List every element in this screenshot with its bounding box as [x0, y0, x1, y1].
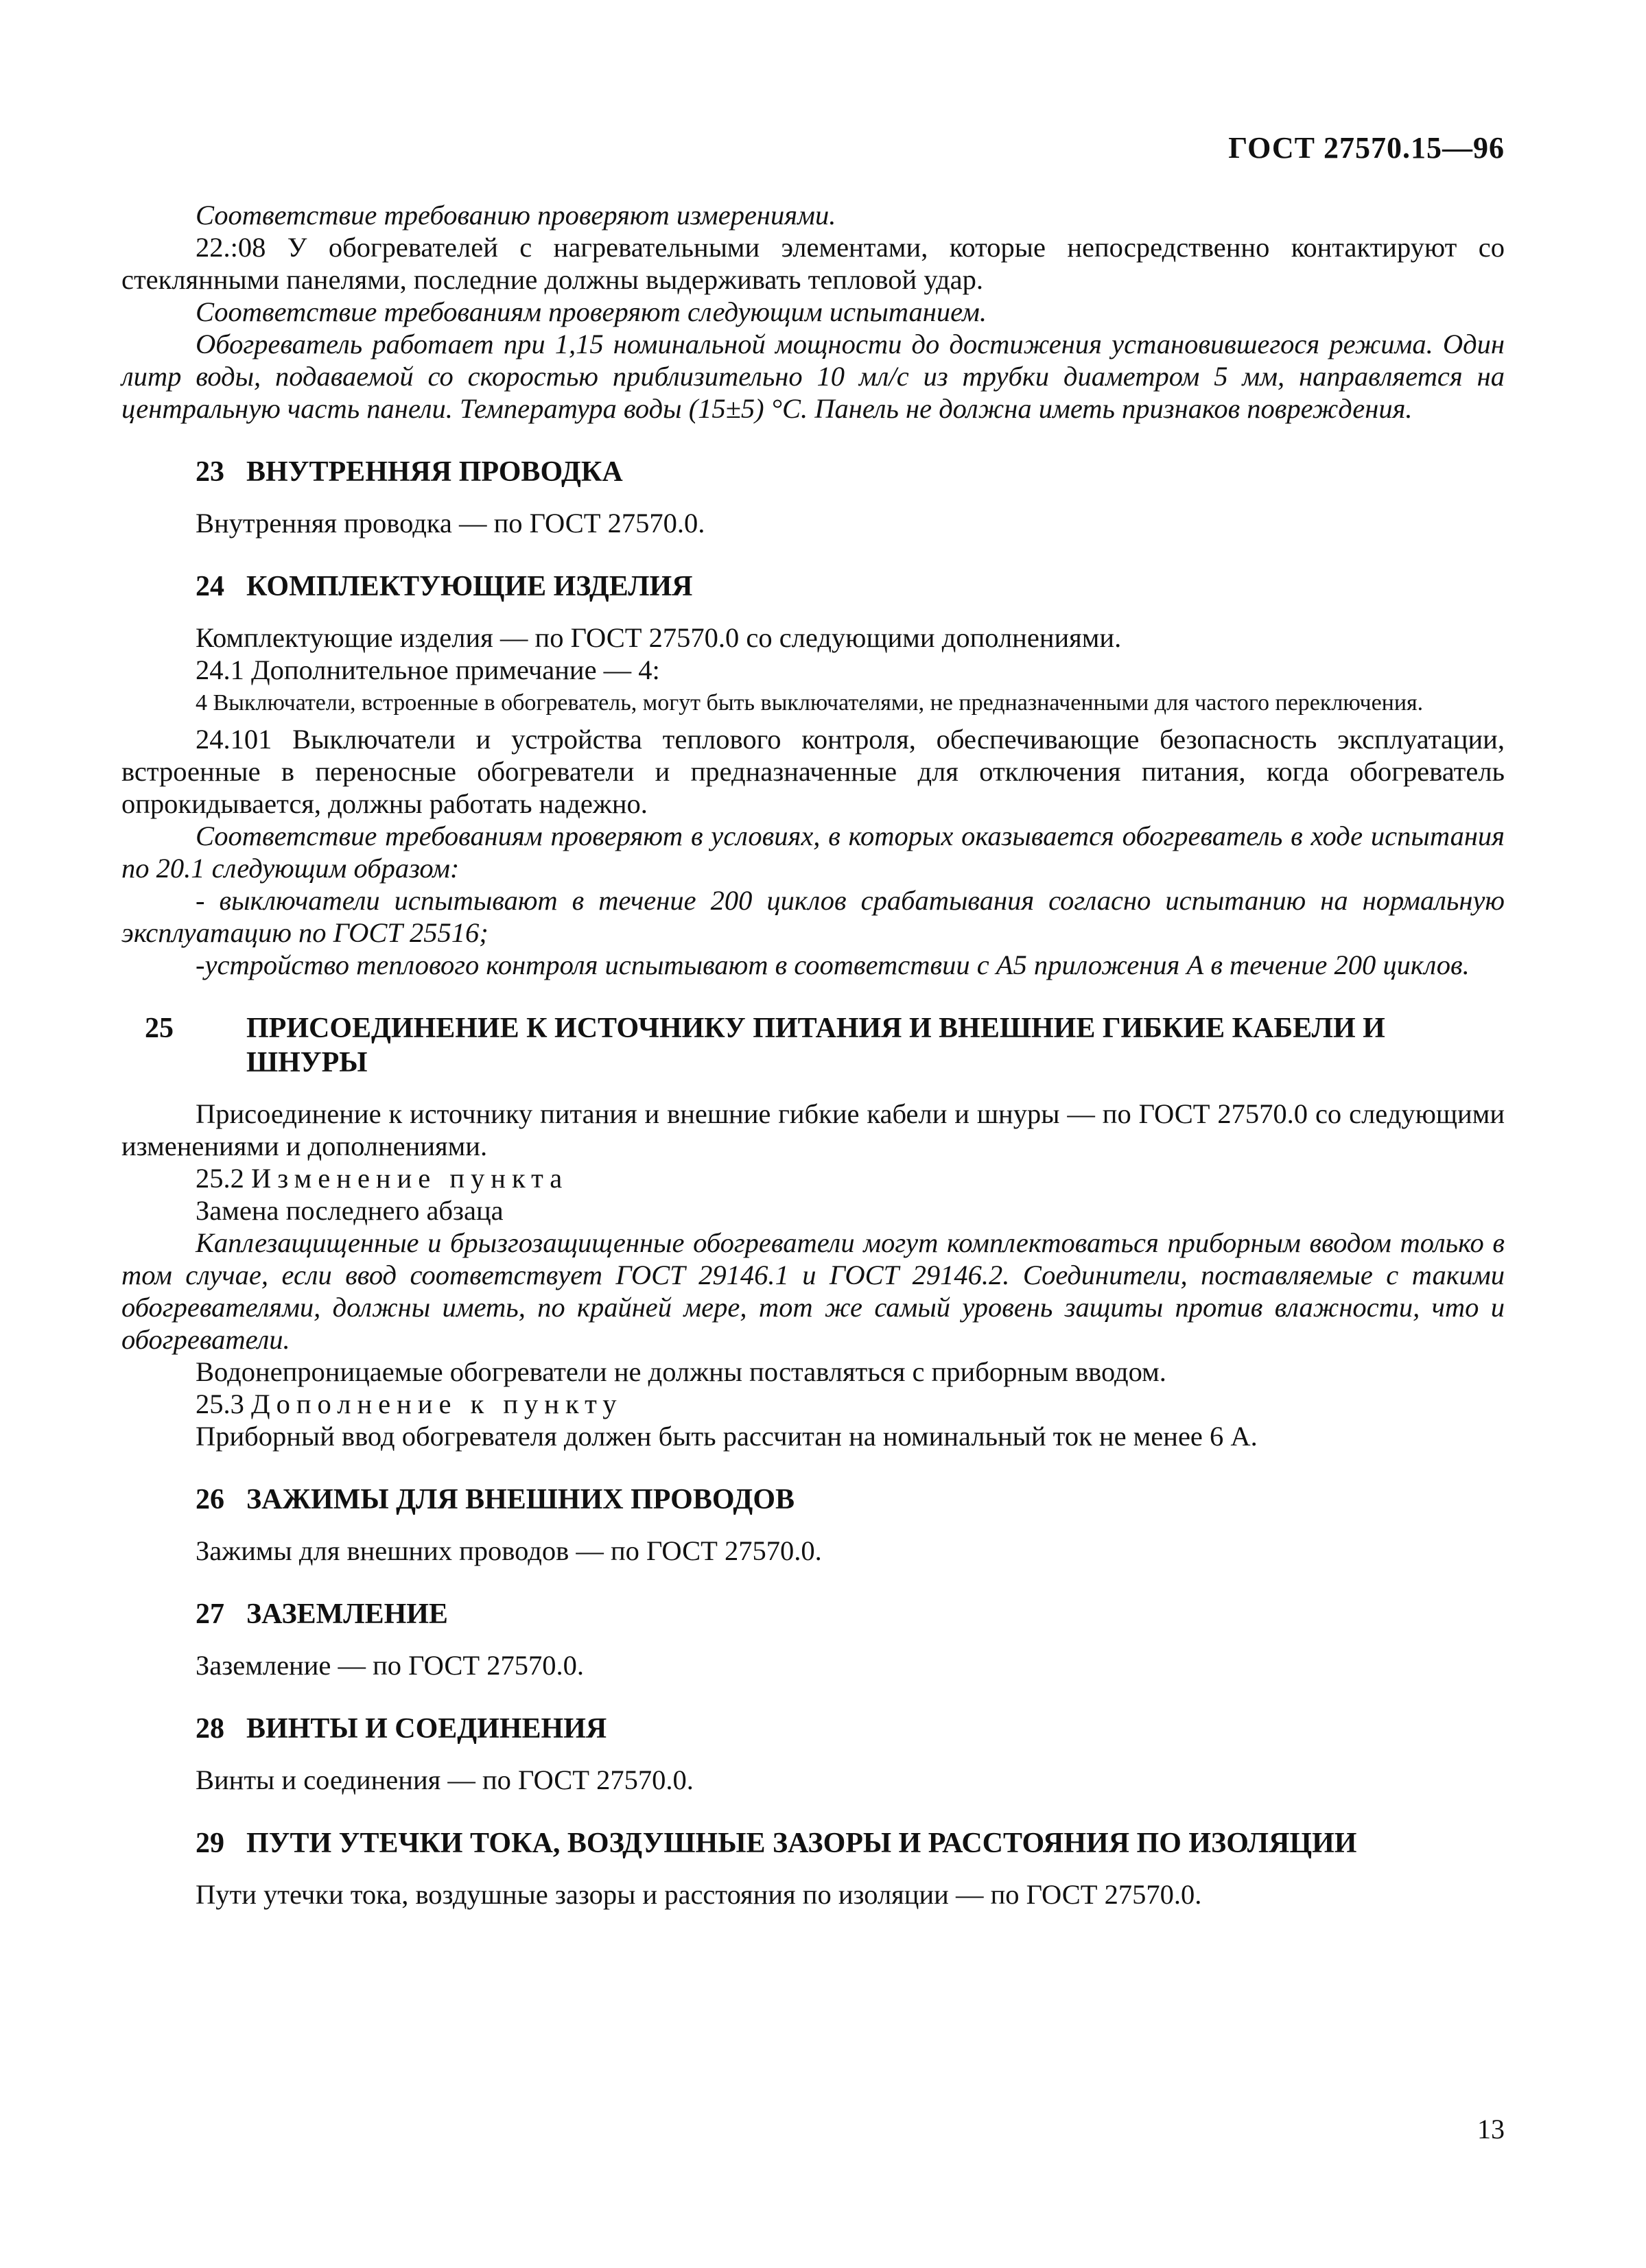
section-heading-29: [121, 1826, 1505, 1861]
section-number: 24: [196, 571, 224, 602]
section-number: 28: [196, 1713, 224, 1745]
paragraph: Водонепроницаемые обогреватели не должны поставляться с приборным вводом.: [196, 1356, 1166, 1387]
section-number: 29: [196, 1828, 224, 1859]
page-number: 13: [1477, 2114, 1505, 2145]
section-heading-23: [121, 455, 1505, 489]
paragraph: Присоединение к источнику питания и внешние гибкие кабели и шнуры — по ГОСТ 27570.0 со следующими изменениями и дополнениями.: [121, 1098, 1505, 1161]
section-heading-24: [121, 569, 1505, 604]
section-title: ВНУТРЕННЯЯ ПРОВОДКА: [246, 456, 623, 488]
section-title: ПУТИ УТЕЧКИ ТОКА, ВОЗДУШНЫЕ ЗАЗОРЫ И РАССТОЯНИЯ ПО ИЗОЛЯЦИИ: [246, 1828, 1357, 1859]
paragraph: Соответствие требованию проверяют измерениями.: [196, 200, 836, 231]
test-description: Обогреватель работает при 1,15 номинальной мощности до достижения установившегося режима. Один литр воды, подаваемой со скоростью приблизительно 10 мл/с из трубки диаметром 5 мм, направляется на центральную часть панели. Температура воды (15±5) °С. Панель не должна иметь признаков повреждения.: [121, 329, 1505, 424]
clause-25-2: [121, 1162, 1505, 1194]
clause-number: 25.2: [196, 1163, 244, 1194]
section-title: ЗАЗЕМЛЕНИЕ: [246, 1598, 448, 1630]
section-number: 26: [196, 1484, 224, 1515]
paragraph: Приборный ввод обогревателя должен быть рассчитан на номинальный ток не менее 6 А.: [196, 1421, 1258, 1452]
section-title: КОМПЛЕКТУЮЩИЕ ИЗДЕЛИЯ: [246, 571, 693, 602]
note-4: 4 Выключатели, встроенные в обогреватель, могут быть выключателями, не предназначенными для частого переключения.: [196, 690, 1424, 716]
paragraph: 24.1 Дополнительное примечание — 4:: [196, 654, 660, 685]
clause-number: 25.3: [196, 1389, 244, 1419]
section-title: ПРИСОЕДИНЕНИЕ К ИСТОЧНИКУ ПИТАНИЯ И ВНЕШНИЕ ГИБКИЕ КАБЕЛИ И ШНУРЫ: [246, 1013, 1385, 1078]
paragraph: Внутренняя проводка — по ГОСТ 27570.0.: [196, 508, 705, 539]
paragraph: Винты и соединения — по ГОСТ 27570.0.: [196, 1764, 694, 1795]
paragraph: Заземление — по ГОСТ 27570.0.: [196, 1650, 584, 1681]
clause-24-101: 24.101 Выключатели и устройства теплового контроля, обеспечивающие безопасность эксплуатации, встроенные в переносные обогреватели и предназначенные для отключения питания, когда обогреватель опрокидывается, должны работать надежно.: [121, 724, 1505, 819]
paragraph: Замена последнего абзаца: [196, 1195, 504, 1226]
section-number: 25: [145, 1013, 174, 1044]
paragraph: Соответствие требованиям проверяют следующим испытанием.: [196, 296, 987, 327]
section-number: 27: [196, 1598, 224, 1630]
section-heading-26: [121, 1483, 1505, 1517]
clause-22-108: 22.:08 У обогревателей с нагревательными элементами, которые непосредственно контактируют со стеклянными панелями, последние должны выдерживать тепловой удар.: [121, 232, 1505, 295]
paragraph: Соответствие требованиям проверяют в условиях, в которых оказывается обогреватель в ходе испытания по 20.1 следующим образом:: [121, 820, 1505, 884]
clause-label: Дополнение к пункту: [251, 1389, 623, 1419]
section-number: 23: [196, 456, 224, 488]
paragraph: Комплектующие изделия — по ГОСТ 27570.0 со следующими дополнениями.: [196, 622, 1122, 653]
list-item: -устройство теплового контроля испытывают в соответствии с А5 приложения А в течение 200 циклов.: [196, 949, 1470, 980]
clause-25-3: [121, 1388, 1505, 1420]
clause-label: Изменение пункта: [251, 1163, 569, 1194]
document-code-header: ГОСТ 27570.15—96: [1228, 131, 1505, 165]
document-body: [121, 199, 1505, 1911]
paragraph: Зажимы для внешних проводов — по ГОСТ 27570.0.: [196, 1535, 822, 1566]
section-heading-25: [121, 1011, 1505, 1080]
paragraph: Пути утечки тока, воздушные зазоры и расстояния по изоляции — по ГОСТ 27570.0.: [196, 1879, 1202, 1910]
section-title: ВИНТЫ И СОЕДИНЕНИЯ: [246, 1713, 607, 1745]
section-heading-27: [121, 1597, 1505, 1631]
section-heading-28: [121, 1712, 1505, 1746]
list-item: - выключатели испытывают в течение 200 циклов срабатывания согласно испытанию на нормальную эксплуатацию по ГОСТ 25516;: [121, 885, 1505, 948]
section-title: ЗАЖИМЫ ДЛЯ ВНЕШНИХ ПРОВОДОВ: [246, 1484, 795, 1515]
paragraph: Каплезащищенные и брызгозащищенные обогреватели могут комплектоваться приборным вводом только в том случае, если ввод соответствует ГОСТ 29146.1 и ГОСТ 29146.2. Соединители, поставляемые с такими обогревателями, должны иметь, по крайней мере, тот же самый уровень защиты против влажности, что и обогреватели.: [121, 1227, 1505, 1355]
